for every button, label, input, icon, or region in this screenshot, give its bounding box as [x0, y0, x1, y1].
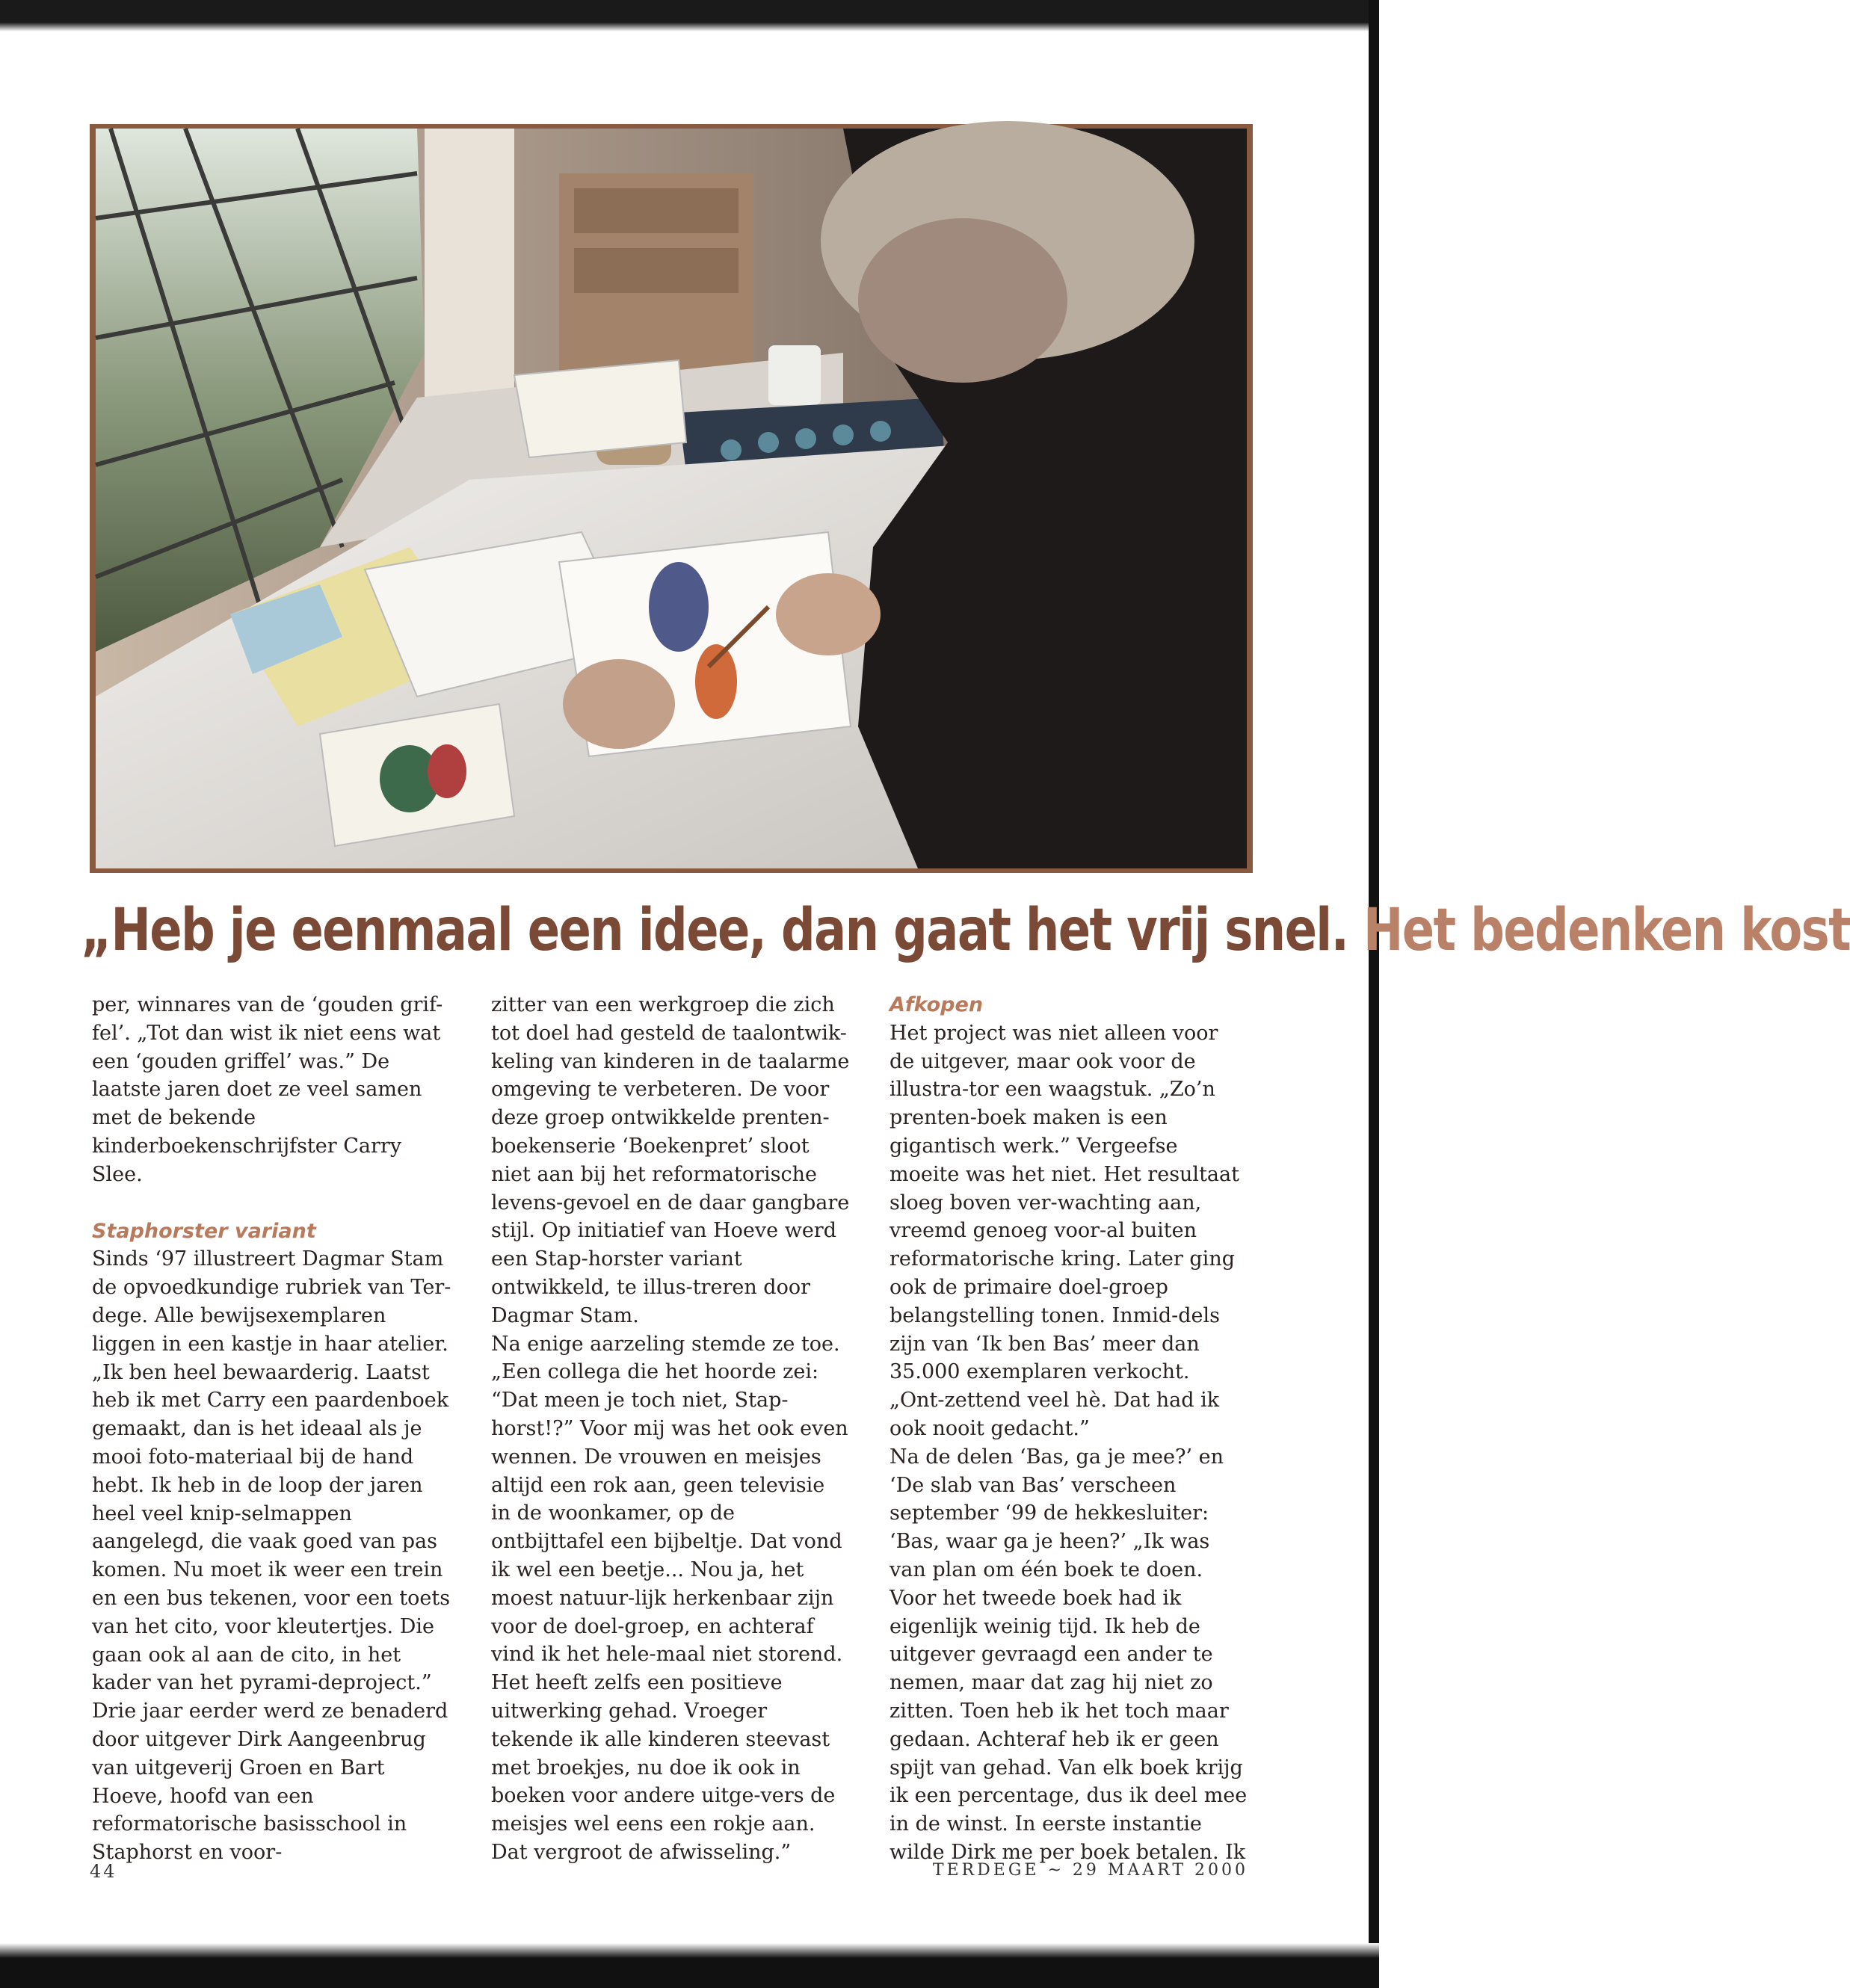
running-footer: TERDEGE ~ 29 MAART 2000 [932, 1861, 1248, 1880]
paragraph: Drie jaar eerder werd ze benaderd door uitgever Dirk Aangeenbrug van uitgeverij Groen en Bart Hoeve, hoofd van een reformatorische basisschool in Staphorst en voor- [92, 1700, 448, 1865]
photo-frame [90, 124, 1253, 873]
section-heading: Afkopen [889, 993, 984, 1016]
paragraph: Het project was niet alleen voor de uitgever, maar ook voor de illustra-tor een waagstuk. „Zo’n prenten-boek maken is een gigantisch werk.” Vergeefse moeite was het niet. Het resultaat sloeg boven ver-wachting aan, vreemd genoeg voor-al buiten reformatorische kring. Later ging ook de primaire doel-groep belangstelling tonen. Inmid-dels zijn van ‘Ik ben Bas’ meer dan 35.000 exemplaren verkocht. „Ont-zettend veel hè. Dat had ik ook nooit gedacht.” [889, 1021, 1239, 1440]
article-column-3 [889, 991, 1248, 1867]
paragraph: Na de delen ‘Bas, ga je mee?’ en ‘De slab van Bas’ verscheen september ‘99 de hekkesluiter: ‘Bas, waar ga je heen?’ „Ik was van plan om één boek te doen. Voor het tweede boek had ik eigenlijk weinig tijd. Ik heb de uitgever gevraagd een ander te nemen, maar dat zag hij niet zo zitten. Toen heb ik het toch maar gedaan. Achteraf heb ik er geen spijt van gehad. Van elk boek krijg ik een percentage, dus ik deel mee in de winst. In eerste instantie wilde Dirk me per boek betalen. Ik [889, 1445, 1248, 1864]
paragraph: zitter van een werkgroep die zich tot doel had gesteld de taalontwik-keling van kinderen in de taalarme omgeving te verbeteren. De voor deze groep ontwikkelde prenten-boekenserie ‘Boekenpret’ sloot niet aan bij het reformatorische levens-gevoel en de daar gangbare stijl. Op initiatief van Hoeve werd een Stap-horster variant ontwikkeld, te illus-treren door Dagmar Stam. [491, 993, 850, 1327]
scan-edge-top [0, 0, 1379, 31]
pull-quote-main: „Heb je eenmaal een idee, dan gaat het vrij snel. [81, 897, 1348, 964]
artist-drawing-photo-icon [96, 129, 1247, 868]
pull-quote-continuation: Het bedenken kost [1348, 897, 1850, 964]
article-column-2 [491, 991, 850, 1867]
paragraph: per, winnares van de ‘gouden grif-fel’. „Tot dan wist ik niet eens wat een ‘gouden griffel’ was.” De laatste jaren doet ze veel samen met de bekende kinderboekenschrijfster Carry Slee. [92, 993, 443, 1186]
article-column-1 [92, 991, 454, 1867]
scan-edge-bottom [0, 1943, 1379, 1988]
section-heading: Staphorster variant [92, 1219, 316, 1243]
artist-drawing-photo [96, 129, 1247, 868]
paragraph: Na enige aarzeling stemde ze toe. „Een collega die het hoorde zei: “Dat meen je toch niet, Stap-horst!?” Voor mij was het ook even wennen. De vrouwen en meisjes altijd een rok aan, geen televisie in de woonkamer, op de ontbijttafel een bijbeltje. Dat vond ik wel een beetje... Nou ja, het moest natuur-lijk herkenbaar zijn voor de doel-groep, en achteraf vind ik het hele-maal niet storend. Het heeft zelfs een positieve uitwerking gehad. Vroeger tekende ik alle kinderen steevast met broekjes, nu doe ik ook in boeken voor andere uitge-vers de meisjes wel eens een rokje aan. Dat vergroot de afwisseling.” [491, 1332, 848, 1864]
pull-quote [81, 897, 1850, 979]
paragraph: Sinds ‘97 illustreert Dagmar Stam de opvoedkundige rubriek van Ter-dege. Alle bewijsexemplaren liggen in een kastje in haar atelier. „Ik ben heel bewaarderig. Laatst heb ik met Carry een paardenboek gemaakt, dan is het ideaal als je mooi foto-materiaal bij de hand hebt. Ik heb in de loop der jaren heel veel knip-selmappen aangelegd, die vaak goed van pas komen. Nu moet ik weer een trein en een bus tekenen, voor een toets van het cito, voor kleutertjes. Die gaan ook al aan de cito, in het kader van het pyrami-deproject.” [92, 1247, 451, 1695]
scan-edge-right [1369, 0, 1379, 1988]
page-number: 44 [90, 1861, 117, 1882]
